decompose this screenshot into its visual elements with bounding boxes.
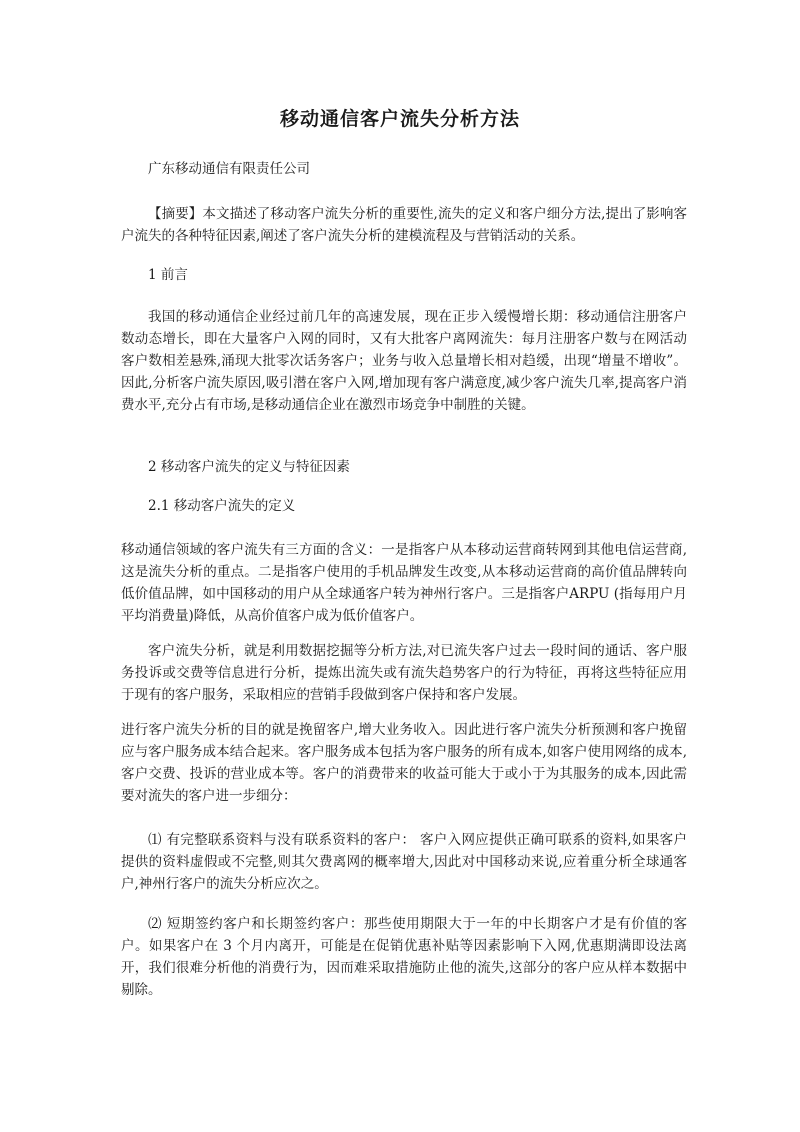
purpose-paragraph: 进行客户流失分析的目的就是挽留客户,增大业务收入。因此进行客户流失分析预测和客户挽留应与客户服务成本结合起来。客户服务成本包括为客户服务的所有成本,如客户使用网络的成本,客户交费、投诉的营业成本等。客户的消费带来的收益可能大于或小于为其服务的成本,因此需要对流失的客户进一步细分： xyxy=(121,722,687,804)
section-1-heading: 1 前言 xyxy=(148,267,188,283)
definition-paragraph: 移动通信领域的客户流失有三方面的含义：一是指客户从本移动运营商转网到其他电信运营商,这是流失分析的重点。二是指客户使用的手机品牌发生改变,从本移动运营商的高价值品牌转向低价值品牌，如中国移动的用户从全球通客户转为神州行客户。三是指客户ARPU (指每用户月平均消费量)降低，从高价值客户成为低价值客户。 xyxy=(121,542,687,624)
document-title: 移动通信客户流失分析方法 xyxy=(279,108,520,130)
author-line: 广东移动通信有限责任公司 xyxy=(148,161,310,177)
section-2-1-heading: 2.1 移动客户流失的定义 xyxy=(148,498,296,514)
analysis-paragraph: 客户流失分析，就是利用数据挖掘等分析方法,对已流失客户过去一段时间的通话、客户服务投诉或交费等信息进行分析，提炼出流失或有流失趋势客户的行为特征，再将这些特征应用于现有的客户服务，采取相应的营销手段做到客户保持和客户发展。 xyxy=(121,643,687,703)
section-1-paragraph: 我国的移动通信企业经过前几年的高速发展，现在正步入缓慢增长期：移动通信注册客户数动态增长，即在大量客户入网的同时，又有大批客户离网流失：每月注册客户数与在网活动客户数相差悬殊,涌现大批零次话务客户；业务与收入总量增长相对趋缓，出现“增量不增收”。因此,分析客户流失原因,吸引潜在客户入网,增加现有客户满意度,减少客户流失几率,提高客户消费水平,充分占有市场,是移动通信企业在激烈市场竞争中制胜的关键。 xyxy=(121,309,687,413)
list-item-contract-term: ⑵ 短期签约客户和长期签约客户：那些使用期限大于一年的中长期客户才是有价值的客户。如果客户在 3 个月内离开，可能是在促销优惠补贴等因素影响下入网,优惠期满即设法离开，我们很难分析他的消费行为，因而难采取措施防止他的流失,这部分的客户应从样本数据中剔除。 xyxy=(121,916,687,998)
section-2-heading: 2 移动客户流失的定义与特征因素 xyxy=(148,459,350,475)
list-item-complete-info: ⑴ 有完整联系资料与没有联系资料的客户： 客户入网应提供正确可联系的资料,如果客户提供的资料虚假或不完整,则其欠费离网的概率增大,因此对中国移动来说,应着重分析全球通客户,神州行客户的流失分析应次之。 xyxy=(121,832,687,892)
abstract-paragraph: 【摘要】本文描述了移动客户流失分析的重要性,流失的定义和客户细分方法,提出了影响客户流失的各种特征因素,阐述了客户流失分析的建模流程及与营销活动的关系。 xyxy=(121,206,687,244)
